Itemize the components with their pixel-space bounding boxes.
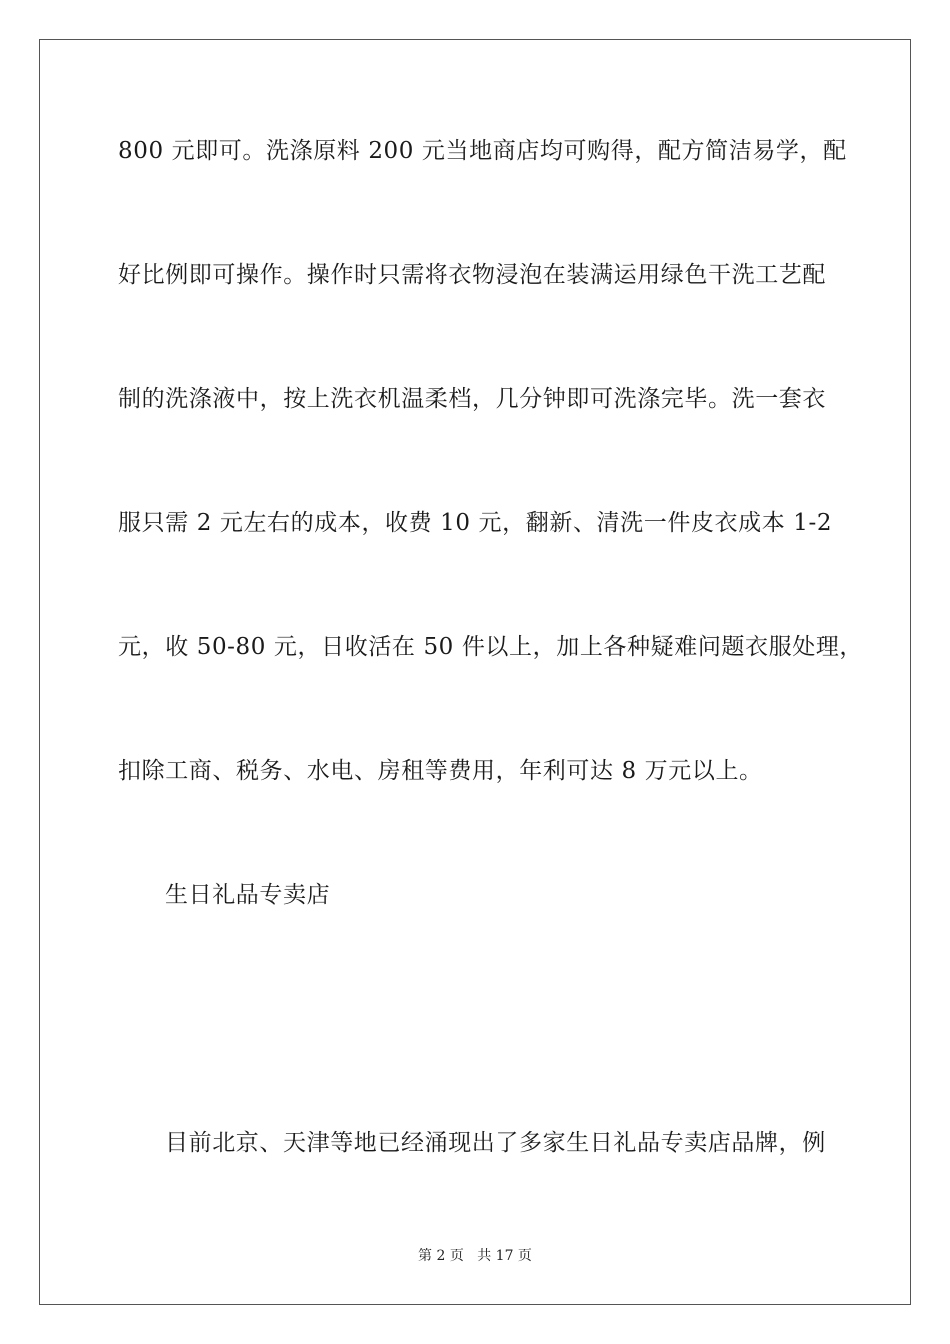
body-text-line-4: 服只需 2 元左右的成本，收费 10 元，翻新、清洗一件皮衣成本 1-2 bbox=[118, 510, 833, 536]
paragraph-first-line: 目前北京、天津等地已经涌现出了多家生日礼品专卖店品牌，例 bbox=[165, 1130, 826, 1156]
body-text-line-6: 扣除工商、税务、水电、房租等费用，年利可达 8 万元以上。 bbox=[118, 758, 763, 784]
page-frame bbox=[39, 39, 911, 1305]
page-footer bbox=[0, 1247, 950, 1265]
page-total: 共 17 页 bbox=[477, 1248, 532, 1264]
section-heading: 生日礼品专卖店 bbox=[165, 882, 331, 908]
body-text-line-1: 800 元即可。洗涤原料 200 元当地商店均可购得，配方简洁易学，配 bbox=[118, 138, 847, 164]
body-text-line-5: 元，收 50-80 元，日收活在 50 件以上，加上各种疑难问题衣服处理， bbox=[118, 634, 864, 660]
body-text-line-3: 制的洗涤液中，按上洗衣机温柔档，几分钟即可洗涤完毕。洗一套衣 bbox=[118, 386, 826, 412]
body-text-line-2: 好比例即可操作。操作时只需将衣物浸泡在装满运用绿色干洗工艺配 bbox=[118, 262, 826, 288]
page-number: 第 2 页 bbox=[418, 1248, 464, 1264]
